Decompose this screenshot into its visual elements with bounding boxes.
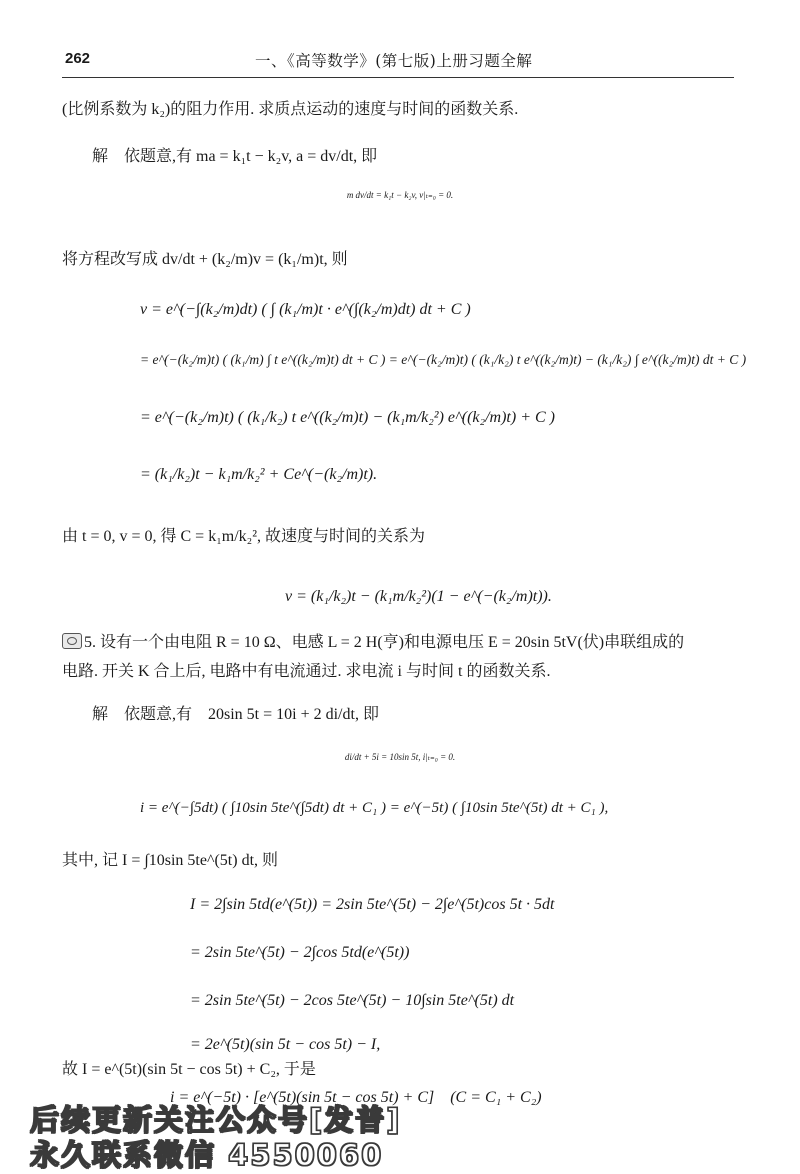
equation-v-result: v = (k₁/k₂)t − (k₁m/k₂²)(1 − e^(−(k₂/m)t)). bbox=[285, 588, 552, 605]
problem-marker-icon bbox=[62, 633, 82, 649]
text-line-6: 其中, 记 I = ∫10sin 5te^(5t) dt, 则 bbox=[62, 852, 279, 869]
text-line-5: 解 依题意,有 20sin 5t = 10i + 2 di/dt, 即 bbox=[92, 706, 379, 723]
equation-v-2: = e^(−(k₂/m)t) ( (k₁/m) ∫ t e^((k₂/m)t) dt + C ) = e^(−(k₂/m)t) ( (k₁/k₂) t e^((k₂/m)t) − (k₁/k₂) ∫ e^((k₂/m)t) dt + C ) bbox=[140, 352, 747, 367]
text-line-7: 故 I = e^(5t)(sin 5t − cos 5t) + C₂, 于是 bbox=[62, 1061, 316, 1078]
equation-v-3: = e^(−(k₂/m)t) ( (k₁/k₂) t e^((k₂/m)t) − (k₁m/k₂²) e^((k₂/m)t) + C ) bbox=[140, 409, 555, 426]
equation-I-4: = 2e^(5t)(sin 5t − cos 5t) − I, bbox=[190, 1036, 381, 1053]
text-line-4: 由 t = 0, v = 0, 得 C = k₁m/k₂², 故速度与时间的关系为 bbox=[62, 528, 426, 545]
page-number: 262 bbox=[65, 50, 91, 67]
problem-5-line-2: 电路. 开关 K 合上后, 电路中有电流通过. 求电流 i 与时间 t 的函数关系. bbox=[62, 663, 551, 680]
text-line-2: 解 依题意,有 ma = k₁t − k₂v, a = dv/dt, 即 bbox=[92, 148, 378, 165]
watermark-line-1: 后续更新关注公众号[发普] bbox=[30, 1103, 402, 1137]
running-title: 一、《高等数学》(第七版)上册习题全解 bbox=[255, 52, 533, 70]
header-rule bbox=[62, 77, 734, 78]
text-line-3: 将方程改写成 dv/dt + (k₂/m)v = (k₁/m)t, 则 bbox=[62, 251, 348, 268]
text-line-1: (比例系数为 k₂)的阻力作用. 求质点运动的速度与时间的函数关系. bbox=[62, 101, 519, 118]
equation-v-1: v = e^(−∫(k₂/m)dt) ( ∫ (k₁/m)t · e^(∫(k₂/m)dt) dt + C ) bbox=[140, 301, 471, 318]
equation-current-ode: di/dt + 5i = 10sin 5t, i|ₜ₌₀ = 0. bbox=[344, 752, 456, 762]
equation-I-3: = 2sin 5te^(5t) − 2cos 5te^(5t) − 10∫sin 5te^(5t) dt bbox=[190, 992, 515, 1009]
equation-current-solution: i = e^(−∫5dt) ( ∫10sin 5te^(∫5dt) dt + C₁ ) = e^(−5t) ( ∫10sin 5te^(5t) dt + C₁ ), bbox=[140, 800, 609, 816]
equation-v-4: = (k₁/k₂)t − k₁m/k₂² + Ce^(−(k₂/m)t). bbox=[140, 466, 378, 483]
equation-I-1: I = 2∫sin 5td(e^(5t)) = 2sin 5te^(5t) − 2∫e^(5t)cos 5t · 5dt bbox=[190, 896, 555, 913]
equation-I-2: = 2sin 5te^(5t) − 2∫cos 5td(e^(5t)) bbox=[190, 944, 410, 961]
equation-i-final: i = e^(−5t) · [e^(5t)(sin 5t − cos 5t) + C] (C = C₁ + C₂) bbox=[170, 1089, 542, 1106]
equation-ode: m dv/dt = k₁t − k₂v, v|ₜ₌₀ = 0. bbox=[346, 190, 454, 200]
problem-5-line-1: 5. 设有一个由电阻 R = 10 Ω、电感 L = 2 H(亨)和电源电压 E = 20sin 5tV(伏)串联组成的 bbox=[62, 633, 684, 653]
watermark-line-2: 永久联系微信 4550060 bbox=[30, 1138, 384, 1172]
